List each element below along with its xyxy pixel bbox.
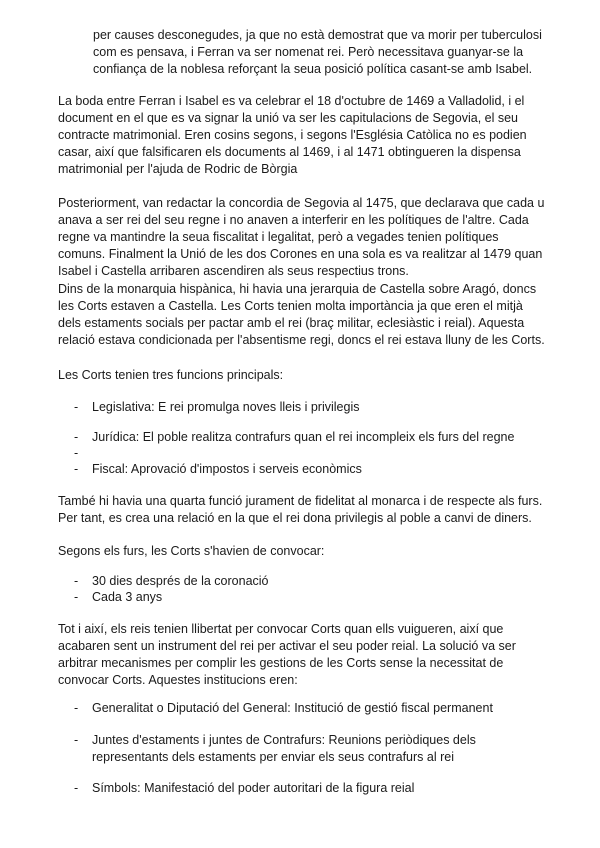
convocar-paragraph: Segons els furs, les Corts s'havien de convocar:	[58, 544, 325, 558]
monarquia-paragraph: Dins de la monarquia hispànica, hi havia una jerarquia de Castella sobre Aragó, doncs les Corts estaven a Castella. Les Corts tenien molta importància ja que eren el mitjà dels estaments socials per pactar amb el rei (braç militar, eclesiàstic i reial). Aquesta relació estava condicionada per l'absentisme regi, doncs el rei estava lluny de les Corts.	[58, 282, 545, 347]
list-item-text: Cada 3 anys	[92, 590, 163, 604]
list-dash: -	[74, 574, 79, 588]
list-item-text: 30 dies després de la coronació	[92, 574, 269, 588]
list-dash: -	[74, 446, 79, 460]
list-item-text: Legislativa: E rei promulga noves lleis i privilegis	[92, 400, 360, 414]
intro-paragraph: per causes desconegudes, ja que no està demostrat que va morir per tuberculosi com es pensava, i Ferran va ser nomenat rei. Però necessitava guanyar-se la confiança de la noblesa reforçant la seua posició política casant-se amb Isabel.	[93, 28, 542, 76]
list-dash: -	[74, 462, 79, 476]
list-item-text: Juntes d'estaments i juntes de Contrafurs: Reunions periòdiques dels representants dels estaments per enviar els seus contrafurs al rei	[92, 733, 476, 764]
list-item-text: Símbols: Manifestació del poder autoritari de la figura reial	[92, 781, 415, 795]
boda-paragraph: La boda entre Ferran i Isabel es va celebrar el 18 d'octubre de 1469 a Valladolid, i el document en el que es va signar la unió va ser les capitulacions de Segovia, el seu contracte matrimonial. Eren cosins segons, i segons l'Església Catòlica no es podien casar, així que falsificaren els documents al 1469, i al 1471 obtingueren la dispensa matrimonial per l'ajuda de Rodric de Bòrgia	[58, 94, 527, 176]
list-item-text: Generalitat o Diputació del General: Institució de gestió fiscal permanent	[92, 701, 493, 715]
list-dash: -	[74, 701, 79, 715]
list-dash: -	[74, 590, 79, 604]
list-dash: -	[74, 430, 79, 444]
quarta-paragraph: També hi havia una quarta funció jurament de fidelitat al monarca i de respecte als furs. Per tant, es crea una relació en la que el rei dona privilegis al poble a canvi de diners.	[58, 494, 543, 525]
list-dash: -	[74, 733, 79, 747]
list-dash: -	[74, 400, 79, 414]
concordia-paragraph: Posteriorment, van redactar la concordia de Segovia al 1475, que declarava que cada u anava a ser rei del seu regne i no anaven a interferir en les polítiques de l'altre. Cada regne va mantindre la seua fiscalitat i legalitat, però a vegades tenien polítiques comuns. Finalment la Unió de les dos Corones en una sola es va realitzar al 1479 quan Isabel i Castella arribaren ascendiren als seus respectius trons.	[58, 196, 545, 278]
list-item-text: Jurídica: El poble realitza contrafurs quan el rei incompleix els furs del regne	[92, 430, 515, 444]
list-dash: -	[74, 781, 79, 795]
llibertat-paragraph: Tot i així, els reis tenien llibertat per convocar Corts quan ells vuigueren, així que acabaren sent un instrument del rei per activar el seu poder reial. La solució va ser arbitrar mecanismes per complir les gestions de les Corts sense la necessitat de convocar Corts. Aquestes institucions eren:	[58, 622, 516, 687]
list-item-text: Fiscal: Aprovació d'impostos i serveis econòmics	[92, 462, 362, 476]
funcions-intro-paragraph: Les Corts tenien tres funcions principals:	[58, 368, 284, 382]
